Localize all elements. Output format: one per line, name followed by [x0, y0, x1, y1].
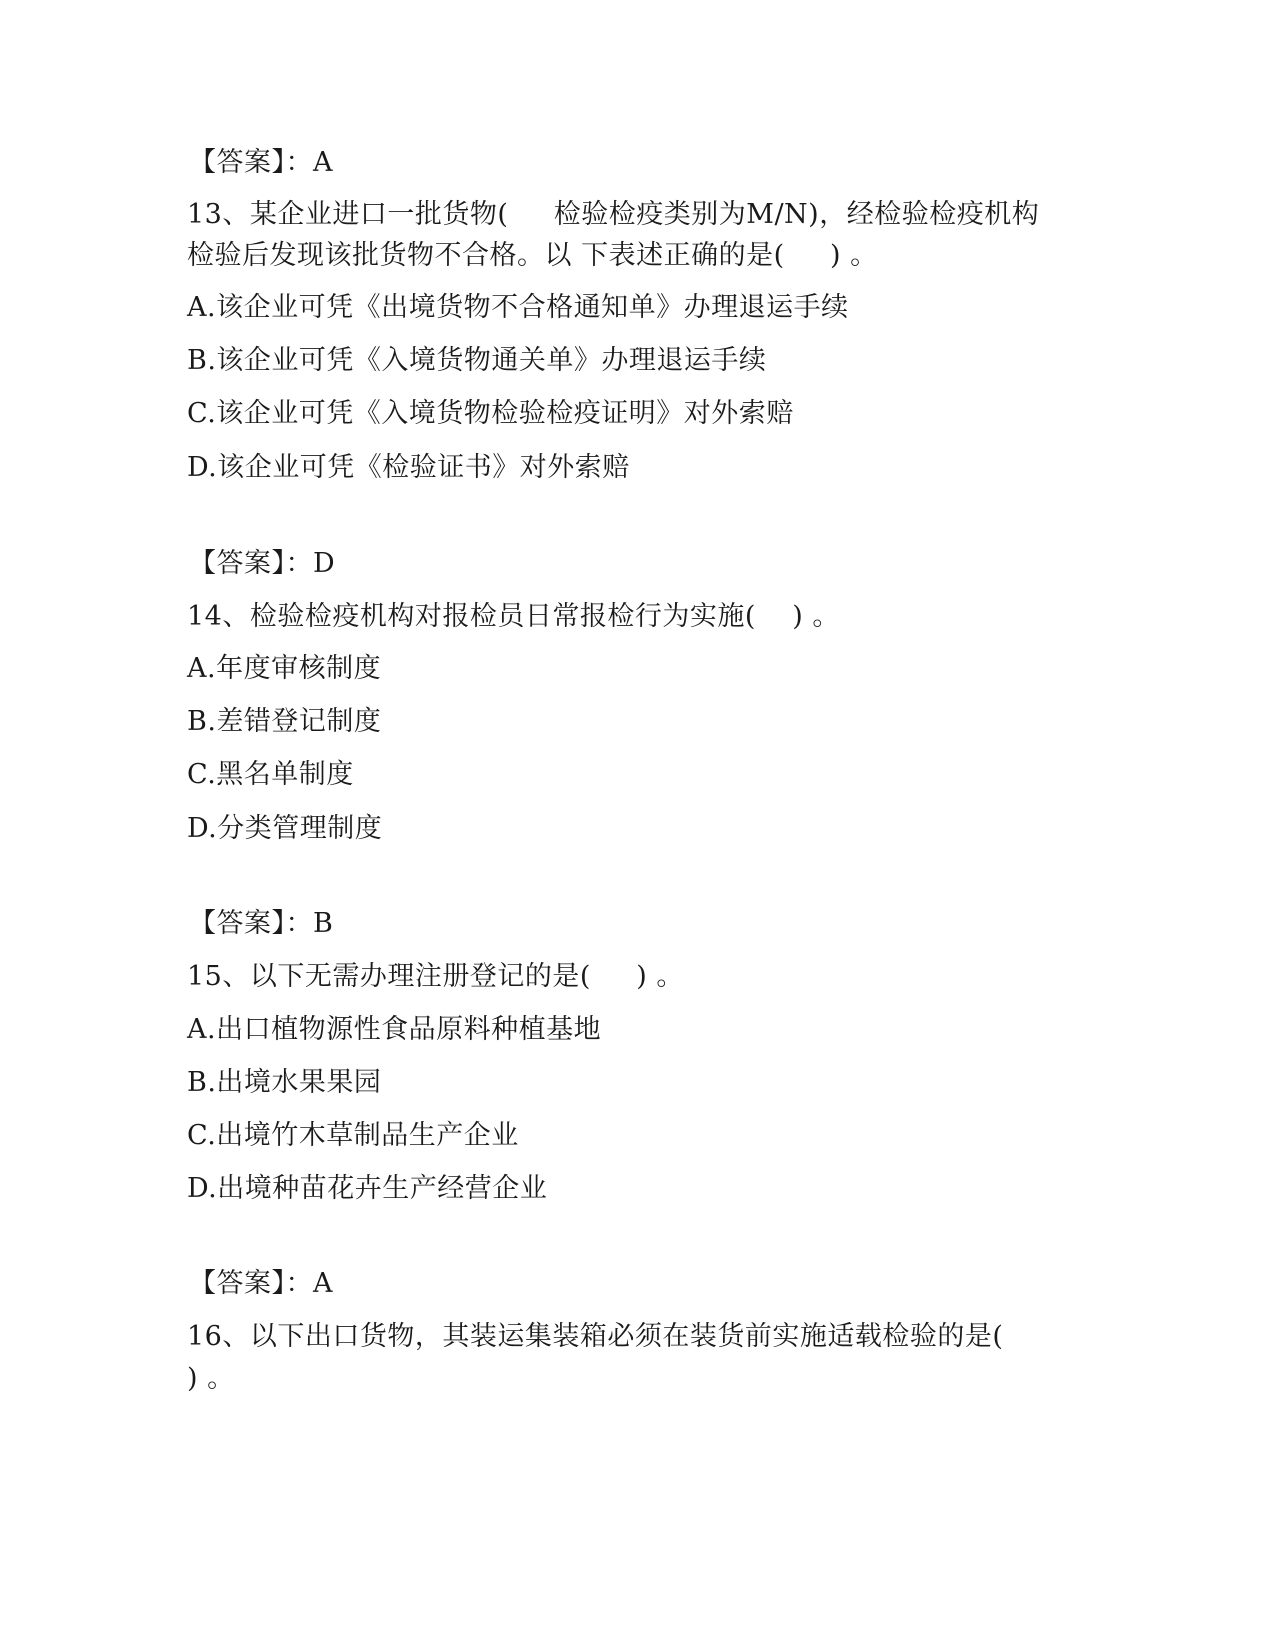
question-15-option-d: D.出境种苗花卉生产经营企业 [187, 1173, 548, 1204]
question-16-line-1: 16、以下出口货物，其装运集装箱必须在装货前实施适载检验的是( [187, 1321, 1004, 1352]
question-13-option-c: C.该企业可凭《入境货物检验检疫证明》对外索赔 [187, 398, 794, 429]
question-16-line-2: ) 。 [187, 1363, 235, 1394]
question-14-option-c: C.黑名单制度 [187, 759, 354, 790]
question-14-option-a: A.年度审核制度 [187, 653, 382, 684]
question-13-line-1: 13、某企业进口一批货物( 检验检疫类别为M/N)，经检验检疫机构 [187, 199, 1040, 230]
answer-15: 【答案】：A [189, 1268, 333, 1299]
question-15-line-1: 15、以下无需办理注册登记的是( ) 。 [187, 961, 684, 992]
question-15-option-b: B.出境水果果园 [187, 1067, 382, 1098]
question-13-line-2: 检验后发现该批货物不合格。以 下表述正确的是( ) 。 [187, 240, 878, 271]
question-15-option-a: A.出口植物源性食品原料种植基地 [187, 1014, 602, 1045]
question-14-line-1: 14、检验检疫机构对报检员日常报检行为实施( ) 。 [187, 601, 840, 632]
question-14-option-d: D.分类管理制度 [187, 813, 383, 844]
answer-14: 【答案】：B [189, 908, 334, 939]
answer-13: 【答案】：D [189, 548, 336, 579]
question-13-option-b: B.该企业可凭《入境货物通关单》办理退运手续 [187, 345, 767, 376]
question-13-option-d: D.该企业可凭《检验证书》对外索赔 [187, 452, 630, 483]
question-13-option-a: A.该企业可凭《出境货物不合格通知单》办理退运手续 [187, 292, 849, 323]
answer-12: 【答案】：A [189, 147, 333, 178]
question-14-option-b: B.差错登记制度 [187, 706, 382, 737]
question-15-option-c: C.出境竹木草制品生产企业 [187, 1120, 519, 1151]
